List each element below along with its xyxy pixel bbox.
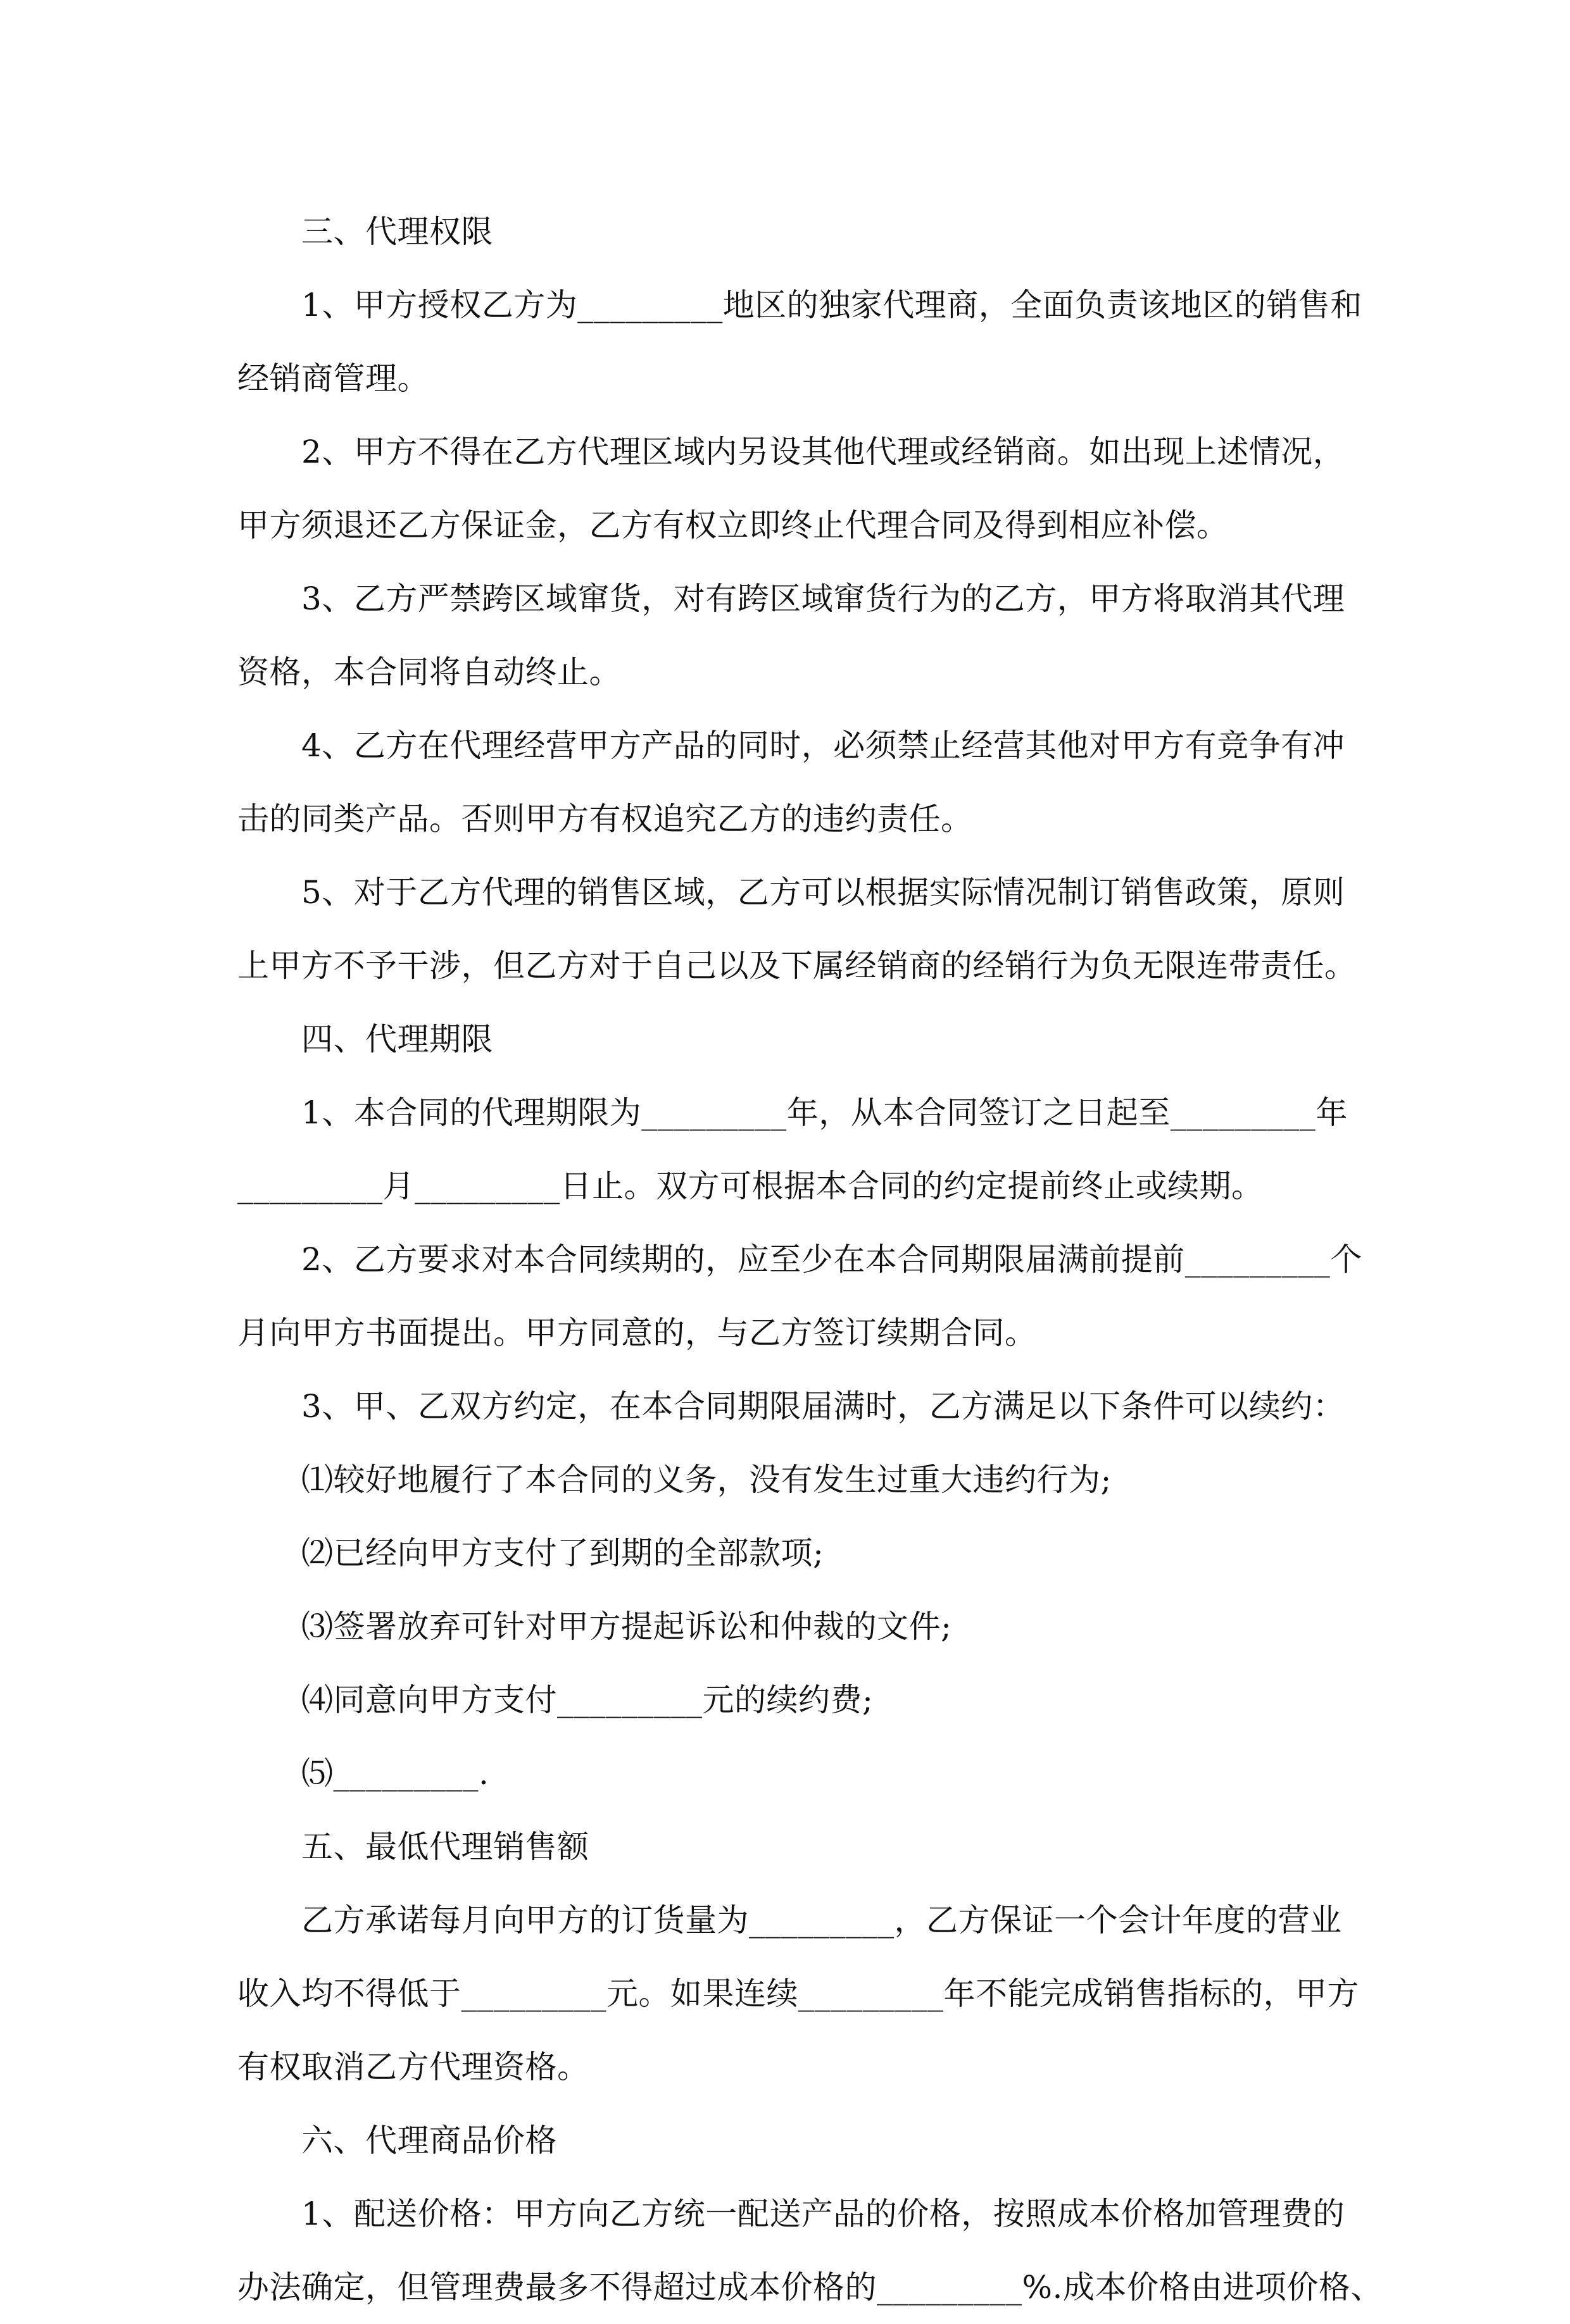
paragraph-line: 办法确定，但管理费最多不得超过成本价格的_________%.成本价格由进项价格、 (237, 2269, 1383, 2306)
paragraph-line: 乙方承诺每月向甲方的订货量为_________，乙方保证一个会计年度的营业 (301, 1902, 1342, 1939)
list-item: ⑶签署放弃可针对甲方提起诉讼和仲裁的文件; (301, 1608, 952, 1645)
paragraph-line: 4、乙方在代理经营甲方产品的同时，必须禁止经营其他对甲方有竞争有冲 (301, 727, 1345, 764)
paragraph-line: 收入均不得低于_________元。如果连续_________年不能完成销售指标的，甲方 (237, 1975, 1359, 2012)
paragraph-line: 资格，本合同将自动终止。 (237, 654, 621, 690)
section-heading: 四、代理期限 (301, 1021, 493, 1058)
paragraph-line: 经销商管理。 (237, 360, 429, 397)
paragraph-line: 月向甲方书面提出。甲方同意的，与乙方签订续期合同。 (237, 1315, 1037, 1351)
paragraph-line: 1、本合同的代理期限为_________年，从本合同签订之日起至_________年 (301, 1094, 1348, 1131)
paragraph-line: 1、甲方授权乙方为_________地区的独家代理商，全面负责该地区的销售和 (301, 287, 1362, 323)
paragraph-line: 3、甲、乙双方约定，在本合同期限届满时，乙方满足以下条件可以续约： (301, 1388, 1345, 1425)
section-heading: 三、代理权限 (301, 213, 493, 250)
list-item: ⑸_________. (301, 1755, 489, 1792)
list-item: ⑵已经向甲方支付了到期的全部款项; (301, 1535, 824, 1571)
list-item: ⑴较好地履行了本合同的义务，没有发生过重大违约行为; (301, 1461, 1112, 1498)
paragraph-line: _________月_________日止。双方可根据本合同的约定提前终止或续期。 (237, 1168, 1264, 1204)
paragraph-line: 3、乙方严禁跨区域窜货，对有跨区域窜货行为的乙方，甲方将取消其代理 (301, 580, 1345, 617)
paragraph-line: 5、对于乙方代理的销售区域，乙方可以根据实际情况制订销售政策，原则 (301, 874, 1345, 911)
paragraph-line: 1、配送价格：甲方向乙方统一配送产品的价格，按照成本价格加管理费的 (301, 2196, 1345, 2232)
paragraph-line: 甲方须退还乙方保证金，乙方有权立即终止代理合同及得到相应补偿。 (237, 507, 1229, 544)
paragraph-line: 上甲方不予干涉，但乙方对于自己以及下属经销商的经销行为负无限连带责任。 (237, 947, 1357, 984)
paragraph-line: 2、乙方要求对本合同续期的，应至少在本合同期限届满前提前_________个 (301, 1241, 1362, 1278)
section-heading: 六、代理商品价格 (301, 2122, 557, 2159)
list-item: ⑷同意向甲方支付_________元的续约费; (301, 1682, 874, 1718)
paragraph-line: 有权取消乙方代理资格。 (237, 2049, 589, 2085)
paragraph-line: 2、甲方不得在乙方代理区域内另设其他代理或经销商。如出现上述情况， (301, 434, 1345, 470)
section-heading: 五、最低代理销售额 (301, 1828, 589, 1865)
paragraph-line: 击的同类产品。否则甲方有权追究乙方的违约责任。 (237, 801, 973, 837)
document-body (237, 195, 1383, 2324)
